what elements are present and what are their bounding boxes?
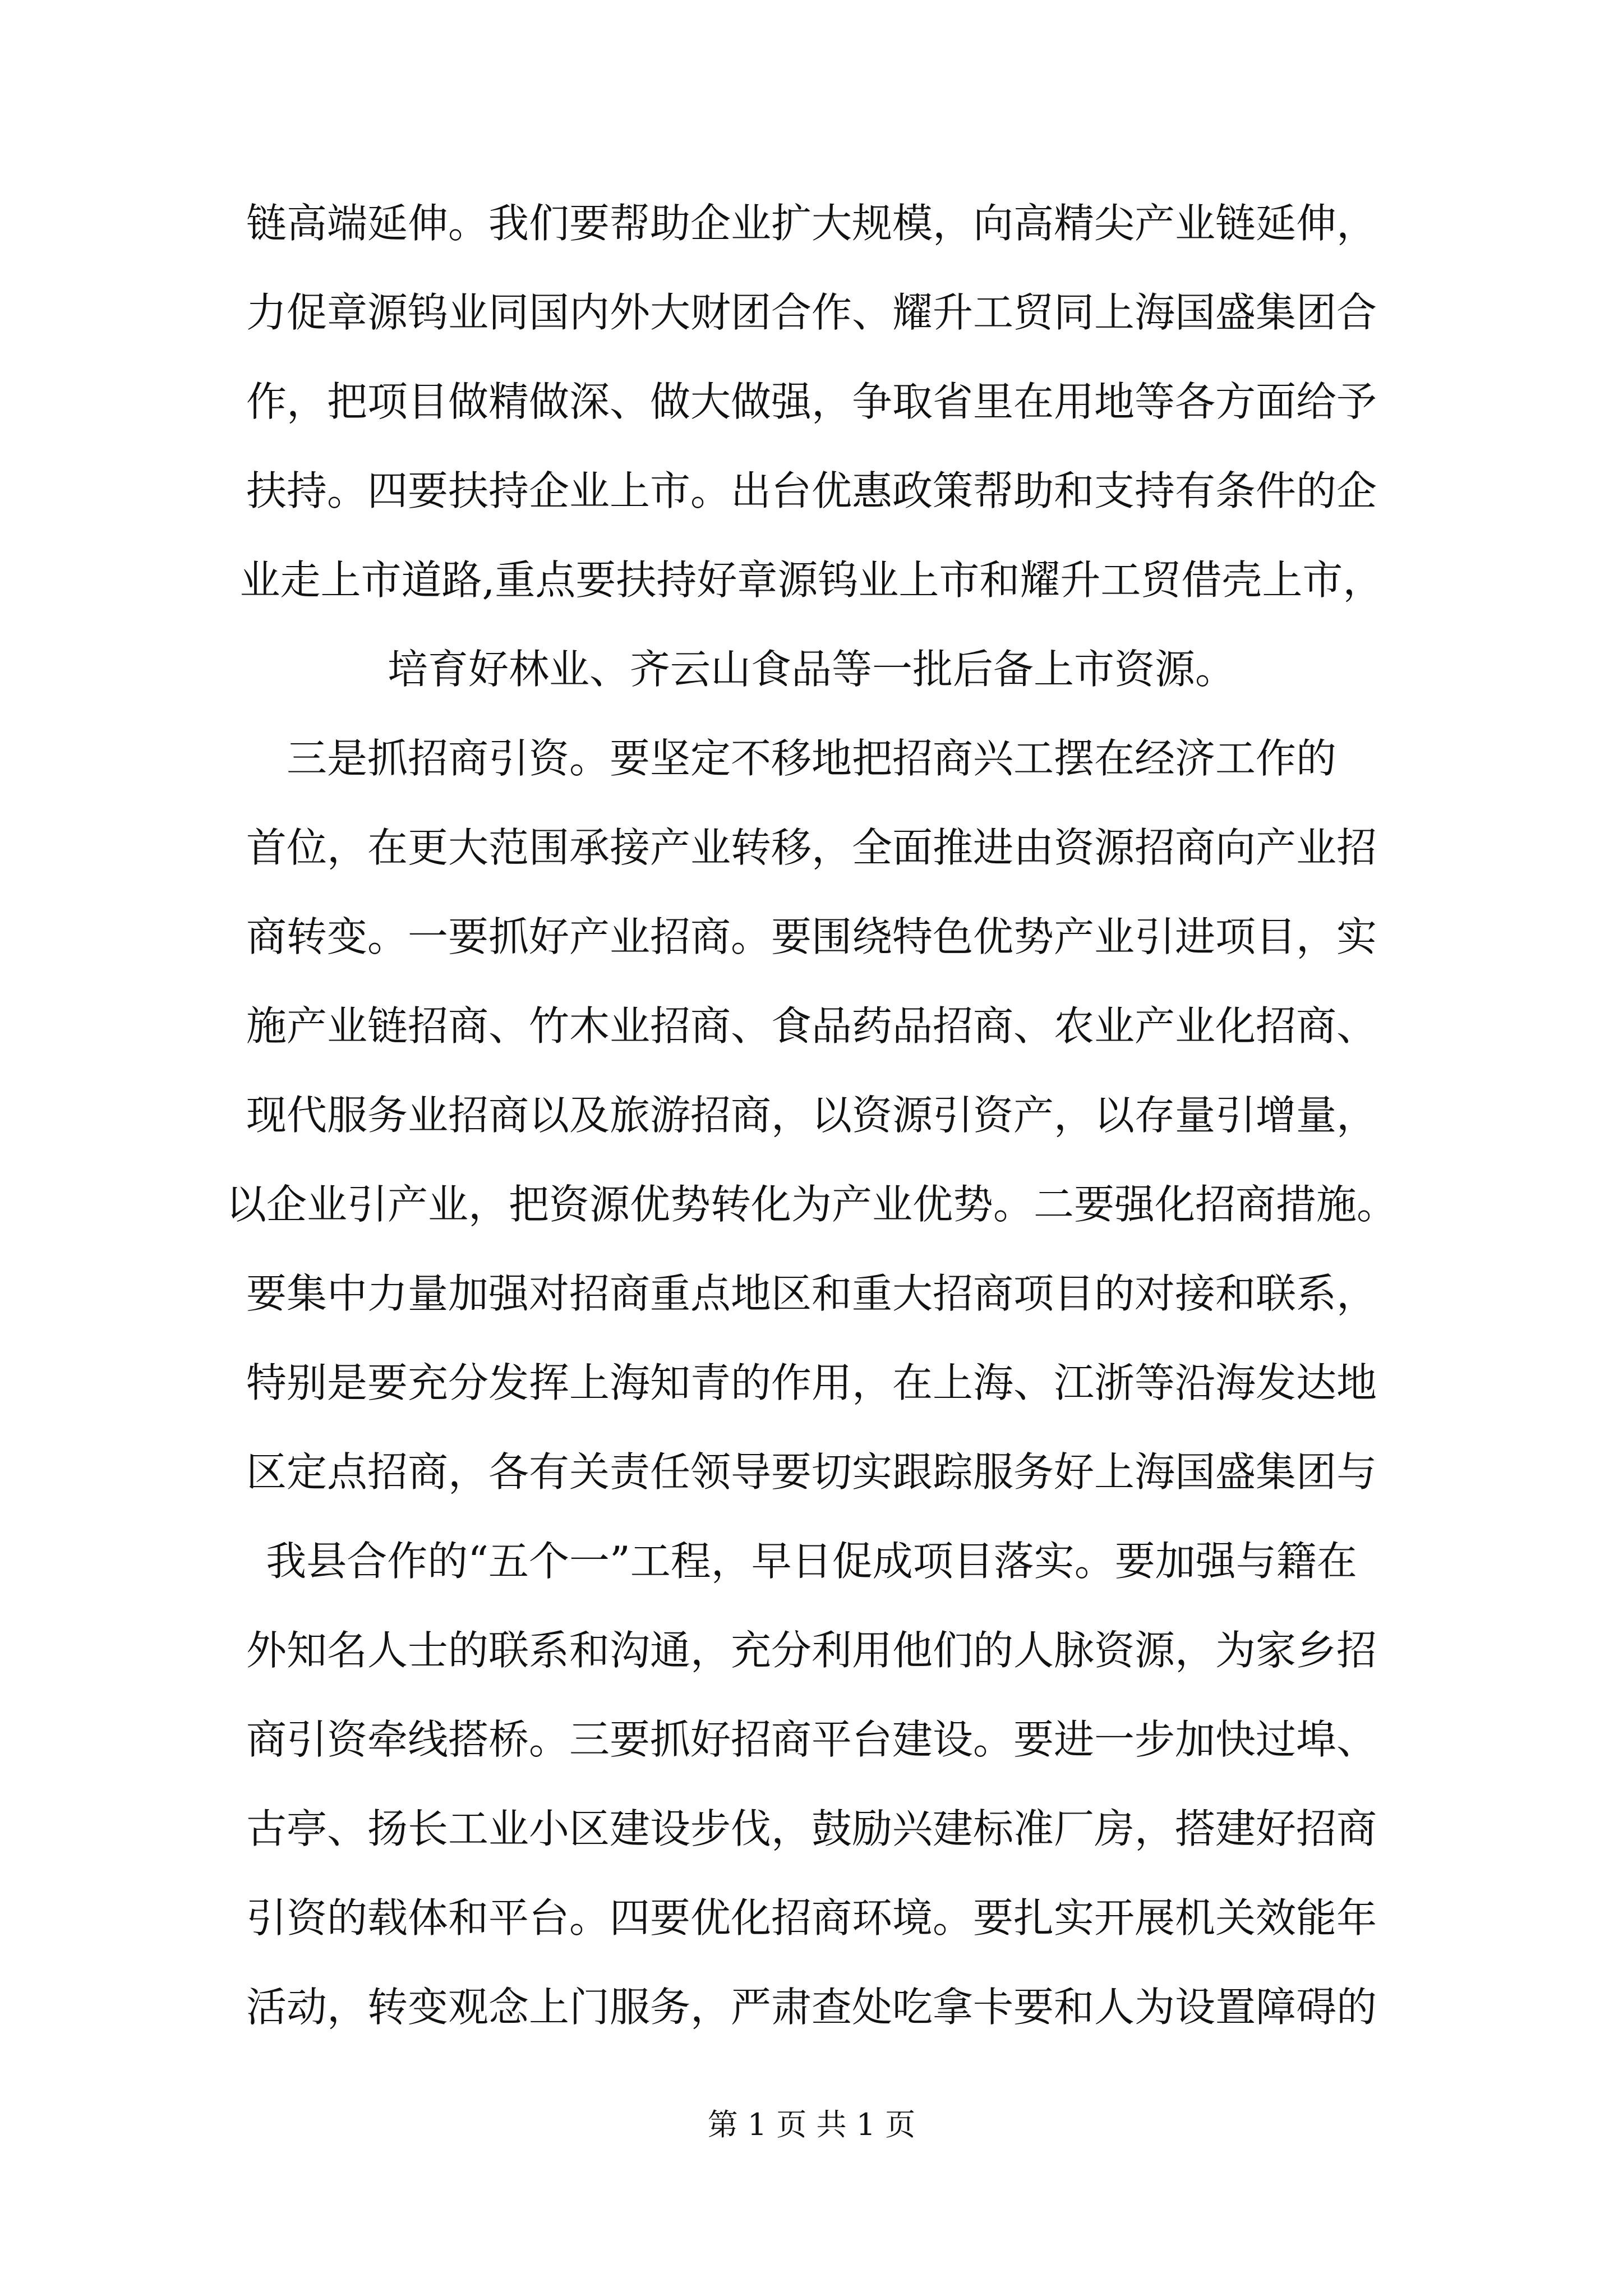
text-line: 商转变。一要抓好产业招商。要围绕特色优势产业引进项目，实	[246, 913, 1377, 960]
text-line: 活动，转变观念上门服务，严肃查处吃拿卡要和人为设置障碍的	[246, 1984, 1377, 2031]
text-line: 作，把项目做精做深、做大做强，争取省里在用地等各方面给予	[246, 378, 1377, 425]
text-line: 力促章源钨业同国内外大财团合作、耀升工贸同上海国盛集团合	[246, 289, 1377, 336]
text-line: 以企业引产业，把资源优势转化为产业优势。二要强化招商措施。	[225, 1181, 1397, 1228]
text-line: 外知名人士的联系和沟通，充分利用他们的人脉资源，为家乡招	[246, 1627, 1377, 1674]
text-line: 首位，在更大范围承接产业转移，全面推进由资源招商向产业招	[246, 824, 1377, 871]
text-line: 扶持。四要扶持企业上市。出台优惠政策帮助和支持有条件的企	[246, 467, 1377, 514]
text-line: 我县合作的“五个一”工程，早日促成项目落实。要加强与籍在	[266, 1538, 1357, 1585]
text-line: 现代服务业招商以及旅游招商，以资源引资产，以存量引增量，	[246, 1092, 1377, 1139]
text-line: 古亭、扬长工业小区建设步伐，鼓励兴建标准厂房，搭建好招商	[246, 1805, 1377, 1852]
text-line: 要集中力量加强对招商重点地区和重大招商项目的对接和联系，	[246, 1270, 1377, 1317]
text-line: 业走上市道路,重点要扶持好章源钨业上市和耀升工贸借壳上市，	[239, 556, 1384, 604]
text-line: 培育好林业、齐云山食品等一批后备上市资源。	[387, 646, 1235, 693]
text-line: 三是抓招商引资。要坚定不移地把招商兴工摆在经济工作的	[286, 735, 1336, 782]
page-number-footer: 第 1 页 共 1 页	[707, 2107, 916, 2142]
text-line: 引资的载体和平台。四要优化招商环境。要扎实开展机关效能年	[246, 1894, 1377, 1941]
text-line: 施产业链招商、竹木业招商、食品药品招商、农业产业化招商、	[246, 1002, 1377, 1050]
text-line: 区定点招商，各有关责任领导要切实跟踪服务好上海国盛集团与	[246, 1448, 1377, 1496]
text-line: 商引资牵线搭桥。三要抓好招商平台建设。要进一步加快过埠、	[246, 1716, 1377, 1763]
text-line: 链高端延伸。我们要帮助企业扩大规模，向高精尖产业链延伸，	[246, 200, 1377, 247]
text-line: 特别是要充分发挥上海知青的作用，在上海、江浙等沿海发达地	[246, 1359, 1377, 1406]
